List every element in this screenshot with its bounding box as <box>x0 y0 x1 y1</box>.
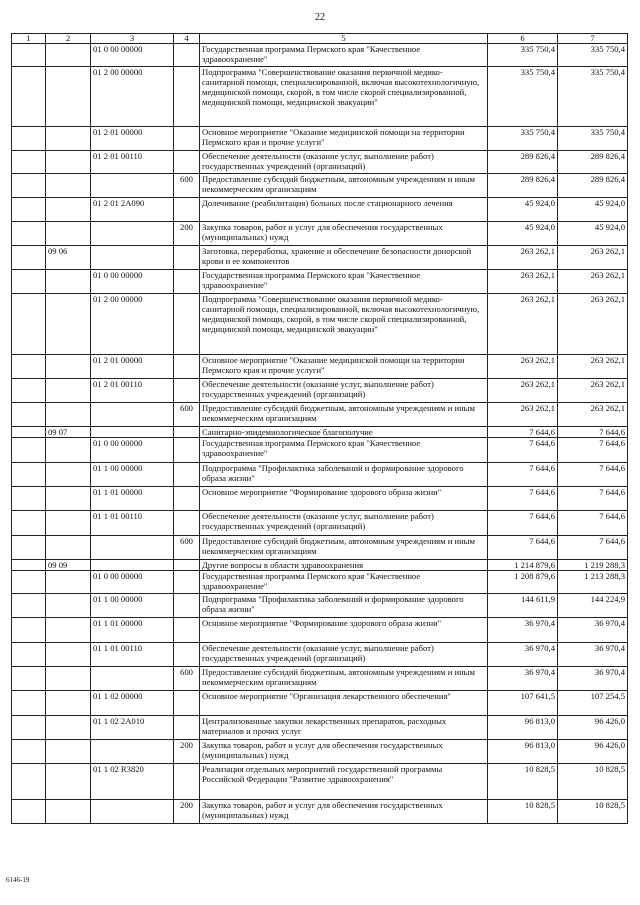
cell-col1 <box>12 403 46 427</box>
item-name: Обеспечение деятельности (оказание услуг, выполнение работ) государственных учреждений (организаций) <box>200 511 488 536</box>
table-row <box>12 151 628 174</box>
amount-year2: 7 644,6 <box>558 511 628 536</box>
target-article-code <box>91 740 174 764</box>
item-name: Государственная программа Пермского края "Качественное здравоохранение" <box>200 44 488 67</box>
amount-year2: 45 924,0 <box>558 222 628 246</box>
section-code <box>46 151 91 174</box>
item-name: Обеспечение деятельности (оказание услуг, выполнение работ) государственных учреждений (организаций) <box>200 151 488 174</box>
section-code <box>46 511 91 536</box>
cell-col1 <box>12 151 46 174</box>
target-article-code: 01 1 01 00000 <box>91 487 174 511</box>
cell-col1 <box>12 379 46 403</box>
target-article-code: 01 2 00 00000 <box>91 294 174 355</box>
section-code <box>46 667 91 691</box>
item-name: Подпрограмма "Профилактика заболеваний и формирование здорового образа жизни" <box>200 594 488 618</box>
target-article-code <box>91 222 174 246</box>
target-article-code: 01 1 01 00110 <box>91 511 174 536</box>
section-code <box>46 379 91 403</box>
amount-year2: 289 826,4 <box>558 174 628 198</box>
amount-year2: 335 750,4 <box>558 127 628 151</box>
amount-year1: 335 750,4 <box>488 44 558 67</box>
expense-type-code <box>174 691 200 716</box>
amount-year1: 335 750,4 <box>488 127 558 151</box>
section-code <box>46 222 91 246</box>
amount-year1: 96 813,0 <box>488 716 558 740</box>
amount-year1: 7 644,6 <box>488 487 558 511</box>
section-code <box>46 270 91 294</box>
expense-type-code <box>174 67 200 127</box>
item-name: Закупка товаров, работ и услуг для обеспечения государственных (муниципальных) нужд <box>200 740 488 764</box>
amount-year1: 263 262,1 <box>488 294 558 355</box>
target-article-code: 01 2 01 2А090 <box>91 198 174 222</box>
section-code <box>46 764 91 800</box>
amount-year2: 1 219 288,3 <box>558 560 628 571</box>
target-article-code <box>91 427 174 438</box>
amount-year1: 1 208 879,6 <box>488 571 558 594</box>
amount-year2: 36 970,4 <box>558 643 628 667</box>
table-row <box>12 44 628 67</box>
expense-type-code <box>174 198 200 222</box>
table-row <box>12 594 628 618</box>
item-name: Предоставление субсидий бюджетным, автономным учреждениям и иным некоммерческим организациям <box>200 403 488 427</box>
item-name: Основное мероприятие "Оказание медицинской помощи на территории Пермского края и прочие услуги" <box>200 355 488 379</box>
section-code <box>46 594 91 618</box>
table-row <box>12 198 628 222</box>
cell-col1 <box>12 571 46 594</box>
item-name: Государственная программа Пермского края "Качественное здравоохранение" <box>200 270 488 294</box>
expense-type-code <box>174 463 200 487</box>
section-code <box>46 355 91 379</box>
amount-year2: 263 262,1 <box>558 246 628 270</box>
amount-year2: 1 213 288,3 <box>558 571 628 594</box>
expense-type-code <box>174 511 200 536</box>
target-article-code: 01 2 00 00000 <box>91 67 174 127</box>
item-name: Подпрограмма "Совершенствование оказания первичной медико-санитарной помощи, специализированной, включая высокотехнологичную, медицинской помощи, скорой, в том числе скорой специализированной, медицинской помощи, медицинской эвакуации" <box>200 67 488 127</box>
target-article-code: 01 2 01 00000 <box>91 127 174 151</box>
cell-col1 <box>12 667 46 691</box>
page-number: 22 <box>315 12 325 23</box>
table-row <box>12 487 628 511</box>
item-name: Обеспечение деятельности (оказание услуг, выполнение работ) государственных учреждений (организаций) <box>200 643 488 667</box>
table-row <box>12 174 628 198</box>
item-name: Предоставление субсидий бюджетным, автономным учреждениям и иным некоммерческим организациям <box>200 667 488 691</box>
table-row <box>12 463 628 487</box>
amount-year2: 263 262,1 <box>558 294 628 355</box>
section-code <box>46 618 91 643</box>
amount-year2: 96 426,0 <box>558 740 628 764</box>
item-name: Закупка товаров, работ и услуг для обеспечения государственных (муниципальных) нужд <box>200 800 488 824</box>
table-row <box>12 800 628 824</box>
target-article-code <box>91 536 174 560</box>
section-code <box>46 127 91 151</box>
expense-type-code <box>174 427 200 438</box>
expense-type-code <box>174 44 200 67</box>
amount-year2: 7 644,6 <box>558 427 628 438</box>
item-name: Государственная программа Пермского края "Качественное здравоохранение" <box>200 571 488 594</box>
expense-type-code <box>174 355 200 379</box>
amount-year1: 1 214 879,6 <box>488 560 558 571</box>
section-code <box>46 174 91 198</box>
target-article-code: 01 1 02 R3820 <box>91 764 174 800</box>
amount-year2: 36 970,4 <box>558 667 628 691</box>
amount-year2: 7 644,6 <box>558 536 628 560</box>
section-code <box>46 44 91 67</box>
amount-year2: 263 262,1 <box>558 270 628 294</box>
amount-year2: 144 224,9 <box>558 594 628 618</box>
expense-type-code <box>174 571 200 594</box>
amount-year1: 263 262,1 <box>488 270 558 294</box>
header-cell: 7 <box>558 34 628 44</box>
table-row <box>12 427 628 438</box>
section-code <box>46 198 91 222</box>
item-name: Государственная программа Пермского края "Качественное здравоохранение" <box>200 438 488 463</box>
target-article-code: 01 1 01 00110 <box>91 643 174 667</box>
section-code: 09 06 <box>46 246 91 270</box>
item-name: Подпрограмма "Профилактика заболеваний и формирование здорового образа жизни" <box>200 463 488 487</box>
amount-year2: 289 826,4 <box>558 151 628 174</box>
table-row <box>12 667 628 691</box>
expense-type-code: 200 <box>174 740 200 764</box>
expense-type-code: 600 <box>174 403 200 427</box>
table-row <box>12 643 628 667</box>
amount-year1: 7 644,6 <box>488 427 558 438</box>
expense-type-code: 200 <box>174 800 200 824</box>
amount-year1: 10 828,5 <box>488 800 558 824</box>
target-article-code: 01 1 00 00000 <box>91 463 174 487</box>
table-row <box>12 740 628 764</box>
amount-year1: 7 644,6 <box>488 463 558 487</box>
target-article-code: 01 1 00 00000 <box>91 594 174 618</box>
cell-col1 <box>12 643 46 667</box>
expense-type-code <box>174 294 200 355</box>
amount-year2: 263 262,1 <box>558 355 628 379</box>
amount-year2: 10 828,5 <box>558 800 628 824</box>
table-row <box>12 511 628 536</box>
table-row <box>12 67 628 127</box>
amount-year1: 7 644,6 <box>488 511 558 536</box>
amount-year1: 36 970,4 <box>488 667 558 691</box>
cell-col1 <box>12 594 46 618</box>
amount-year1: 36 970,4 <box>488 643 558 667</box>
amount-year2: 263 262,1 <box>558 379 628 403</box>
target-article-code <box>91 800 174 824</box>
target-article-code <box>91 174 174 198</box>
amount-year2: 335 750,4 <box>558 67 628 127</box>
cell-col1 <box>12 463 46 487</box>
target-article-code: 01 2 01 00110 <box>91 379 174 403</box>
cell-col1 <box>12 427 46 438</box>
table-row <box>12 270 628 294</box>
item-name: Реализация отдельных мероприятий государственной программы Российской Федерации "Развитие здравоохранения" <box>200 764 488 800</box>
table-row <box>12 560 628 571</box>
cell-col1 <box>12 800 46 824</box>
target-article-code: 01 1 01 00000 <box>91 618 174 643</box>
expense-type-code <box>174 151 200 174</box>
cell-col1 <box>12 355 46 379</box>
amount-year1: 263 262,1 <box>488 246 558 270</box>
budget-table <box>11 33 628 824</box>
table-row <box>12 716 628 740</box>
amount-year2: 36 970,4 <box>558 618 628 643</box>
item-name: Долечивание (реабилитация) больных после стационарного лечения <box>200 198 488 222</box>
amount-year1: 263 262,1 <box>488 403 558 427</box>
expense-type-code <box>174 487 200 511</box>
expense-type-code <box>174 560 200 571</box>
table-row <box>12 691 628 716</box>
target-article-code: 01 0 00 00000 <box>91 571 174 594</box>
amount-year1: 36 970,4 <box>488 618 558 643</box>
cell-col1 <box>12 174 46 198</box>
cell-col1 <box>12 127 46 151</box>
target-article-code: 01 0 00 00000 <box>91 438 174 463</box>
amount-year1: 45 924,0 <box>488 222 558 246</box>
cell-col1 <box>12 222 46 246</box>
cell-col1 <box>12 716 46 740</box>
footer-code: 6146-19 <box>6 876 30 884</box>
cell-col1 <box>12 294 46 355</box>
amount-year2: 7 644,6 <box>558 438 628 463</box>
expense-type-code: 600 <box>174 174 200 198</box>
section-code: 09 09 <box>46 560 91 571</box>
cell-col1 <box>12 67 46 127</box>
table-row <box>12 403 628 427</box>
target-article-code: 01 1 02 2А010 <box>91 716 174 740</box>
item-name: Закупка товаров, работ и услуг для обеспечения государственных (муниципальных) нужд <box>200 222 488 246</box>
header-cell: 6 <box>488 34 558 44</box>
cell-col1 <box>12 198 46 222</box>
table-row <box>12 355 628 379</box>
table-header-row <box>12 34 628 44</box>
table-row <box>12 379 628 403</box>
cell-col1 <box>12 691 46 716</box>
item-name: Основное мероприятие "Формирование здорового образа жизни" <box>200 618 488 643</box>
item-name: Другие вопросы в области здравоохранения <box>200 560 488 571</box>
amount-year1: 96 813,0 <box>488 740 558 764</box>
section-code <box>46 294 91 355</box>
target-article-code: 01 0 00 00000 <box>91 44 174 67</box>
expense-type-code: 200 <box>174 222 200 246</box>
amount-year1: 7 644,6 <box>488 438 558 463</box>
item-name: Основное мероприятие "Оказание медицинской помощи на территории Пермского края и прочие услуги" <box>200 127 488 151</box>
amount-year2: 96 426,0 <box>558 716 628 740</box>
amount-year2: 335 750,4 <box>558 44 628 67</box>
table-row <box>12 438 628 463</box>
amount-year1: 45 924,0 <box>488 198 558 222</box>
cell-col1 <box>12 764 46 800</box>
section-code <box>46 438 91 463</box>
amount-year2: 45 924,0 <box>558 198 628 222</box>
amount-year1: 335 750,4 <box>488 67 558 127</box>
amount-year2: 263 262,1 <box>558 403 628 427</box>
section-code <box>46 800 91 824</box>
target-article-code: 01 2 01 00110 <box>91 151 174 174</box>
target-article-code: 01 1 02 00000 <box>91 691 174 716</box>
target-article-code: 01 0 00 00000 <box>91 270 174 294</box>
item-name: Заготовка, переработка, хранение и обеспечение безопасности донорской крови и ее компонентов <box>200 246 488 270</box>
amount-year2: 107 254,5 <box>558 691 628 716</box>
target-article-code <box>91 667 174 691</box>
expense-type-code <box>174 438 200 463</box>
section-code <box>46 643 91 667</box>
expense-type-code <box>174 270 200 294</box>
section-code <box>46 463 91 487</box>
cell-col1 <box>12 487 46 511</box>
expense-type-code <box>174 716 200 740</box>
expense-type-code: 600 <box>174 667 200 691</box>
table-row <box>12 764 628 800</box>
section-code <box>46 740 91 764</box>
expense-type-code: 600 <box>174 536 200 560</box>
cell-col1 <box>12 740 46 764</box>
section-code <box>46 691 91 716</box>
amount-year1: 263 262,1 <box>488 379 558 403</box>
cell-col1 <box>12 44 46 67</box>
table-row <box>12 618 628 643</box>
table-row <box>12 246 628 270</box>
expense-type-code <box>174 764 200 800</box>
table-row <box>12 222 628 246</box>
cell-col1 <box>12 618 46 643</box>
table-row <box>12 536 628 560</box>
amount-year2: 10 828,5 <box>558 764 628 800</box>
target-article-code: 01 2 01 00000 <box>91 355 174 379</box>
amount-year1: 263 262,1 <box>488 355 558 379</box>
expense-type-code <box>174 127 200 151</box>
item-name: Обеспечение деятельности (оказание услуг, выполнение работ) государственных учреждений (организаций) <box>200 379 488 403</box>
item-name: Основное мероприятие "Организация лекарственного обеспечения" <box>200 691 488 716</box>
item-name: Предоставление субсидий бюджетным, автономным учреждениям и иным некоммерческим организациям <box>200 536 488 560</box>
header-cell: 1 <box>12 34 46 44</box>
expense-type-code <box>174 379 200 403</box>
item-name: Предоставление субсидий бюджетным, автономным учреждениям и иным некоммерческим организациям <box>200 174 488 198</box>
header-cell: 3 <box>91 34 174 44</box>
amount-year1: 289 826,4 <box>488 151 558 174</box>
cell-col1 <box>12 270 46 294</box>
table-row <box>12 127 628 151</box>
header-cell: 2 <box>46 34 91 44</box>
cell-col1 <box>12 560 46 571</box>
amount-year1: 7 644,6 <box>488 536 558 560</box>
item-name: Централизованные закупки лекарственных препаратов, расходных материалов и прочих услуг <box>200 716 488 740</box>
section-code <box>46 536 91 560</box>
amount-year1: 107 641,5 <box>488 691 558 716</box>
target-article-code <box>91 246 174 270</box>
target-article-code <box>91 403 174 427</box>
section-code <box>46 67 91 127</box>
cell-col1 <box>12 246 46 270</box>
table-row <box>12 294 628 355</box>
item-name: Основное мероприятие "Формирование здорового образа жизни" <box>200 487 488 511</box>
item-name: Санитарно-эпидемиологическое благополучие <box>200 427 488 438</box>
amount-year1: 10 828,5 <box>488 764 558 800</box>
section-code <box>46 571 91 594</box>
target-article-code <box>91 560 174 571</box>
expense-type-code <box>174 594 200 618</box>
header-cell: 5 <box>200 34 488 44</box>
section-code: 09 07 <box>46 427 91 438</box>
section-code <box>46 487 91 511</box>
cell-col1 <box>12 511 46 536</box>
table-row <box>12 571 628 594</box>
cell-col1 <box>12 536 46 560</box>
section-code <box>46 716 91 740</box>
expense-type-code <box>174 246 200 270</box>
item-name: Подпрограмма "Совершенствование оказания первичной медико-санитарной помощи, специализированной, включая высокотехнологичную, медицинской помощи, скорой, в том числе скорой специализированной, медицинской помощи, медицинской эвакуации" <box>200 294 488 355</box>
amount-year2: 7 644,6 <box>558 487 628 511</box>
amount-year1: 289 826,4 <box>488 174 558 198</box>
amount-year2: 7 644,6 <box>558 463 628 487</box>
cell-col1 <box>12 438 46 463</box>
section-code <box>46 403 91 427</box>
expense-type-code <box>174 643 200 667</box>
amount-year1: 144 611,9 <box>488 594 558 618</box>
expense-type-code <box>174 618 200 643</box>
header-cell: 4 <box>174 34 200 44</box>
